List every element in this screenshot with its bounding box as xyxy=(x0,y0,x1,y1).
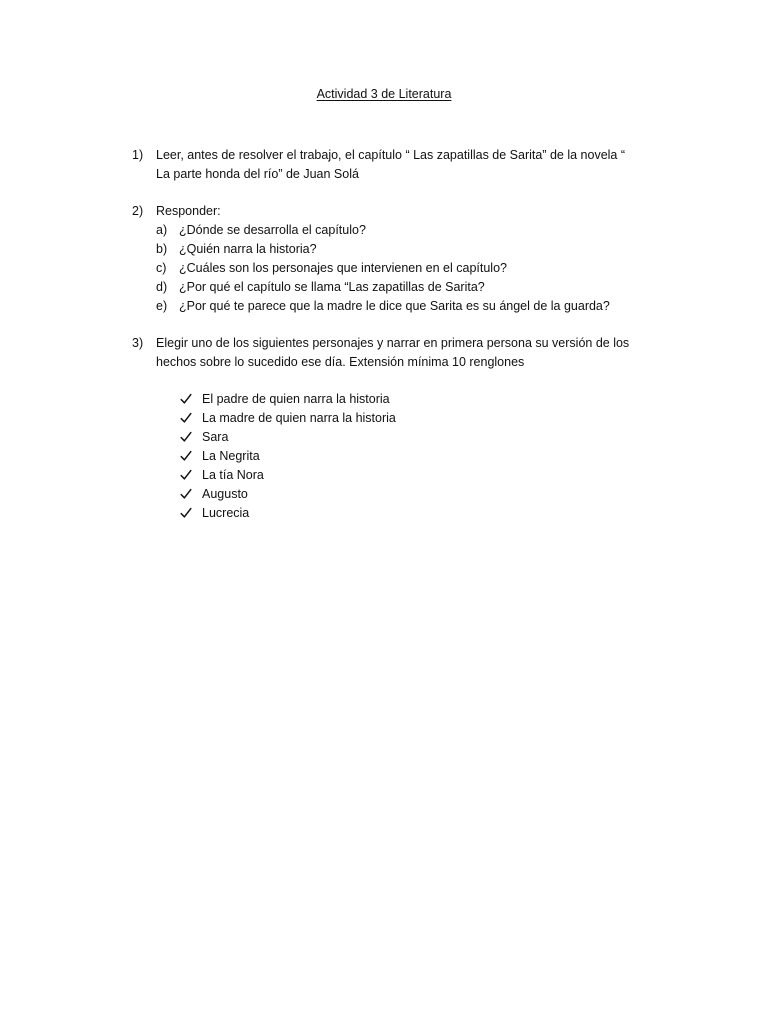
item-body xyxy=(156,334,652,372)
character-name: Sara xyxy=(202,430,229,444)
item-text-line: Elegir uno de los siguientes personajes y narrar en primera persona su versión de los xyxy=(156,336,630,350)
question-list xyxy=(156,221,652,316)
question-letter: c) xyxy=(156,261,167,275)
checkmark-icon xyxy=(180,466,194,485)
character-item xyxy=(178,447,396,466)
item-body xyxy=(156,146,652,184)
item-body xyxy=(156,202,652,316)
question-item xyxy=(156,221,652,240)
character-item xyxy=(178,409,396,428)
character-item xyxy=(178,428,396,447)
item-number: 2) xyxy=(132,204,144,218)
character-item xyxy=(178,390,396,409)
question-letter: d) xyxy=(156,280,168,294)
item-text-line: Responder: xyxy=(156,204,221,218)
character-name: La madre de quien narra la historia xyxy=(202,411,396,425)
character-name: El padre de quien narra la historia xyxy=(202,392,390,406)
question-text: ¿Por qué te parece que la madre le dice que Sarita es su ángel de la guarda? xyxy=(179,299,610,313)
question-item xyxy=(156,259,652,278)
checkmark-icon xyxy=(180,504,194,523)
question-item xyxy=(156,240,652,259)
character-name: La tía Nora xyxy=(202,468,264,482)
list-item-3 xyxy=(132,334,652,372)
list-item-2 xyxy=(132,202,652,316)
question-text: ¿Por qué el capítulo se llama “Las zapatillas de Sarita? xyxy=(179,280,485,294)
item-text-line: La parte honda del río” de Juan Solá xyxy=(156,167,359,181)
item-number: 1) xyxy=(132,148,144,162)
character-item xyxy=(178,504,396,523)
checkmark-icon xyxy=(180,428,194,447)
document-title: Actividad 3 de Literatura xyxy=(316,87,452,101)
list-item-1 xyxy=(132,146,652,184)
question-letter: b) xyxy=(156,242,168,256)
character-name: La Negrita xyxy=(202,449,260,463)
question-text: ¿Cuáles son los personajes que intervienen en el capítulo? xyxy=(179,261,507,275)
checkmark-icon xyxy=(180,390,194,409)
item-text-line: hechos sobre lo sucedido ese día. Extensión mínima 10 renglones xyxy=(156,355,525,369)
question-text: ¿Quién narra la historia? xyxy=(179,242,317,256)
checkmark-icon xyxy=(180,447,194,466)
question-item xyxy=(156,297,652,316)
character-item xyxy=(178,485,396,504)
checkmark-icon xyxy=(180,485,194,504)
checkmark-icon xyxy=(180,409,194,428)
character-name: Augusto xyxy=(202,487,248,501)
character-item xyxy=(178,466,396,485)
question-letter: e) xyxy=(156,299,168,313)
question-letter: a) xyxy=(156,223,168,237)
character-name: Lucrecia xyxy=(202,506,250,520)
question-text: ¿Dónde se desarrolla el capítulo? xyxy=(179,223,366,237)
question-item xyxy=(156,278,652,297)
item-number: 3) xyxy=(132,336,144,350)
character-checklist xyxy=(178,390,396,523)
item-text-line: Leer, antes de resolver el trabajo, el capítulo “ Las zapatillas de Sarita” de la novela “ xyxy=(156,148,626,162)
